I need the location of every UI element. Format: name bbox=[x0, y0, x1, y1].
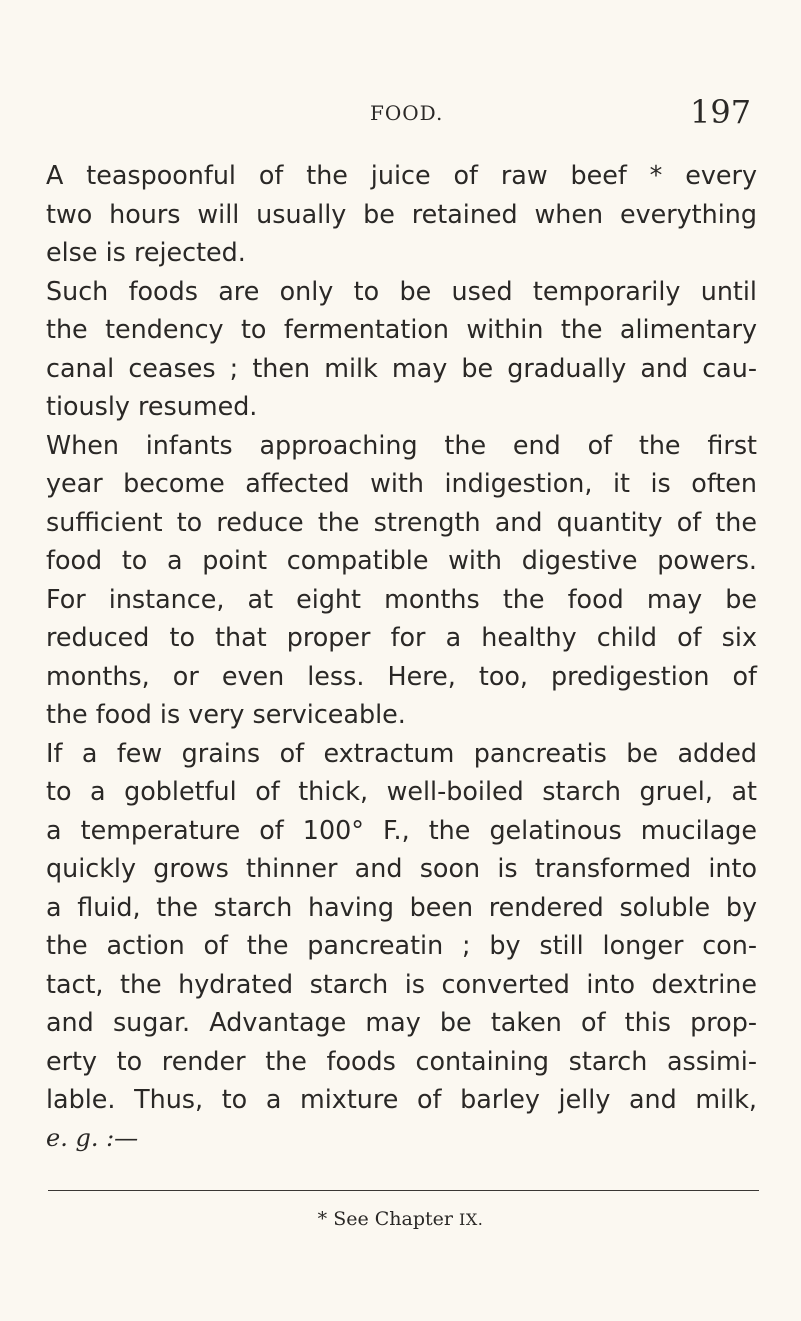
text-line: e. g. :— bbox=[46, 1123, 139, 1152]
text-line: tiously resumed. bbox=[46, 391, 258, 421]
text-line: two hours will usually be retained when everything bbox=[46, 198, 757, 229]
text-line: else is rejected. bbox=[46, 237, 246, 267]
text-line: months, or even less. Here, too, predigestion of bbox=[46, 660, 757, 691]
body-text bbox=[46, 156, 757, 1157]
page-number: 197 bbox=[690, 93, 752, 131]
text-line: a temperature of 100° F., the gelatinous mucilage bbox=[46, 814, 757, 845]
text-line: If a few grains of extractum pancreatis be added bbox=[46, 737, 757, 768]
footnote bbox=[0, 1206, 801, 1233]
text-line: For instance, at eight months the food may be bbox=[46, 583, 757, 614]
running-head bbox=[0, 93, 801, 141]
text-line: canal ceases ; then milk may be gradually and cau- bbox=[46, 352, 757, 383]
text-line: sufficient to reduce the strength and quantity of the bbox=[46, 506, 757, 537]
footnote-divider bbox=[48, 1190, 759, 1191]
text-line: the action of the pancreatin ; by still longer con- bbox=[46, 930, 757, 960]
text-line: a fluid, the starch having been rendered soluble by bbox=[46, 891, 757, 922]
footnote-marker: * bbox=[317, 1208, 328, 1230]
running-title: FOOD. bbox=[370, 101, 444, 125]
text-line: erty to render the foods containing starch assimi- bbox=[46, 1045, 757, 1076]
text-line: tact, the hydrated starch is converted into dextrine bbox=[46, 968, 757, 999]
text-line: the food is very serviceable. bbox=[46, 699, 406, 729]
text-line: the tendency to fermentation within the alimentary bbox=[46, 314, 757, 344]
text-line: to a gobletful of thick, well-boiled starch gruel, at bbox=[46, 776, 757, 806]
text-line: quickly grows thinner and soon is transformed into bbox=[46, 853, 757, 883]
text-line: lable. Thus, to a mixture of barley jelly and milk, bbox=[46, 1084, 757, 1114]
footnote-chapter: IX. bbox=[459, 1210, 484, 1229]
text-line: A teaspoonful of the juice of raw beef * every bbox=[46, 160, 757, 190]
text-line: Such foods are only to be used temporarily until bbox=[46, 275, 757, 306]
text-line: food to a point compatible with digestive powers. bbox=[46, 545, 757, 575]
text-line: and sugar. Advantage may be taken of this prop- bbox=[46, 1007, 757, 1037]
text-line: When infants approaching the end of the first bbox=[46, 429, 757, 460]
footnote-text: See Chapter bbox=[333, 1208, 453, 1230]
text-line: reduced to that proper for a healthy child of six bbox=[46, 622, 757, 652]
text-line: year become affected with indigestion, it is often bbox=[46, 468, 757, 498]
